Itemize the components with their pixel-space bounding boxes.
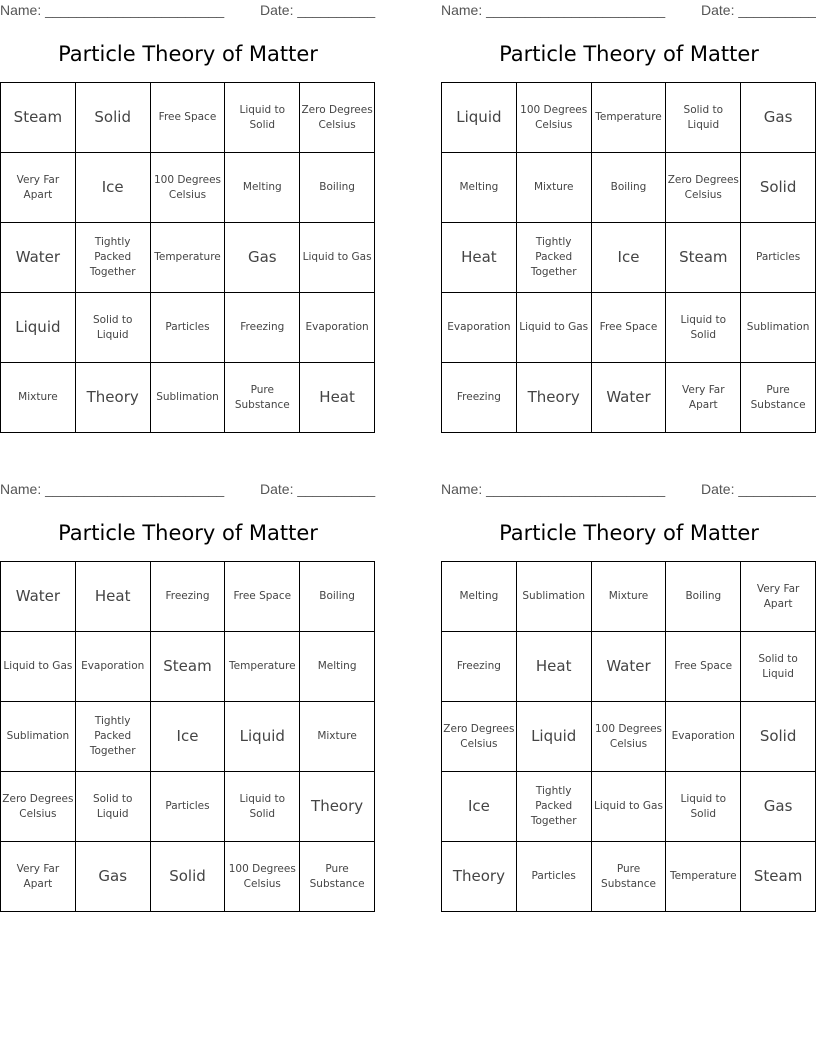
card-title: Particle Theory of Matter [58, 521, 318, 545]
bingo-cell[interactable]: Boiling [666, 562, 741, 632]
bingo-cell[interactable]: Boiling [300, 562, 375, 632]
bingo-cell[interactable]: Heat [76, 562, 151, 632]
bingo-cell[interactable]: Zero Degrees Celsius [1, 772, 76, 842]
bingo-cell[interactable]: Pure Substance [225, 363, 300, 433]
bingo-cell[interactable]: Evaporation [300, 293, 375, 363]
bingo-cell[interactable]: Particles [151, 772, 226, 842]
bingo-cell[interactable]: Solid [741, 702, 816, 772]
bingo-cell[interactable]: Free Space [592, 293, 667, 363]
bingo-cell[interactable]: Gas [741, 83, 816, 153]
bingo-cell[interactable]: Sublimation [1, 702, 76, 772]
bingo-cell[interactable]: Steam [741, 842, 816, 912]
bingo-cell[interactable]: 100 Degrees Celsius [151, 153, 226, 223]
bingo-cell[interactable]: Solid to Liquid [741, 632, 816, 702]
bingo-cell[interactable]: Tightly Packed Together [517, 772, 592, 842]
bingo-cell[interactable]: Evaporation [442, 293, 517, 363]
bingo-cell[interactable]: Tightly Packed Together [76, 223, 151, 293]
bingo-cell[interactable]: Tightly Packed Together [76, 702, 151, 772]
bingo-cell[interactable]: Liquid to Solid [225, 83, 300, 153]
bingo-cell[interactable]: Theory [442, 842, 517, 912]
bingo-cell[interactable]: Solid to Liquid [76, 293, 151, 363]
bingo-cell[interactable]: Steam [151, 632, 226, 702]
card-header [0, 2, 376, 20]
bingo-cell[interactable]: Zero Degrees Celsius [442, 702, 517, 772]
bingo-cell[interactable]: Solid [76, 83, 151, 153]
bingo-cell[interactable]: Freezing [442, 632, 517, 702]
bingo-cell[interactable]: Gas [76, 842, 151, 912]
bingo-cell[interactable]: Heat [517, 632, 592, 702]
card-header [0, 481, 376, 499]
bingo-cell[interactable]: 100 Degrees Celsius [517, 83, 592, 153]
bingo-cell[interactable]: Particles [151, 293, 226, 363]
bingo-cell[interactable]: Zero Degrees Celsius [666, 153, 741, 223]
bingo-cell[interactable]: Ice [592, 223, 667, 293]
card-header [441, 481, 816, 499]
bingo-cell[interactable]: Boiling [300, 153, 375, 223]
card-title: Particle Theory of Matter [58, 42, 318, 66]
bingo-card [0, 0, 376, 436]
bingo-cell[interactable]: Sublimation [151, 363, 226, 433]
bingo-cell[interactable]: Free Space [151, 83, 226, 153]
bingo-cell[interactable]: Water [1, 562, 76, 632]
bingo-cell[interactable]: Solid [741, 153, 816, 223]
date-field-label: Date: __________ [260, 2, 376, 18]
bingo-cell[interactable]: Freezing [225, 293, 300, 363]
bingo-cell[interactable]: Theory [300, 772, 375, 842]
bingo-cell[interactable]: Temperature [225, 632, 300, 702]
bingo-cell[interactable]: Very Far Apart [1, 842, 76, 912]
bingo-cell[interactable]: Particles [517, 842, 592, 912]
bingo-cell[interactable]: Water [592, 363, 667, 433]
bingo-cell[interactable]: Pure Substance [300, 842, 375, 912]
card-header [441, 2, 816, 20]
bingo-cell[interactable]: Tightly Packed Together [517, 223, 592, 293]
bingo-cell[interactable]: Theory [517, 363, 592, 433]
bingo-cell[interactable]: Very Far Apart [1, 153, 76, 223]
bingo-cell[interactable]: Very Far Apart [741, 562, 816, 632]
bingo-grid [0, 561, 375, 912]
bingo-card [441, 0, 816, 436]
bingo-cell[interactable]: Ice [442, 772, 517, 842]
bingo-cell[interactable]: Theory [76, 363, 151, 433]
bingo-cell[interactable]: Melting [442, 153, 517, 223]
date-field-label: Date: __________ [701, 2, 816, 18]
bingo-cell[interactable]: Mixture [1, 363, 76, 433]
bingo-cell[interactable]: Gas [741, 772, 816, 842]
bingo-cell[interactable]: Water [1, 223, 76, 293]
bingo-cell[interactable]: Freezing [151, 562, 226, 632]
bingo-cell[interactable]: Solid to Liquid [666, 83, 741, 153]
bingo-cell[interactable]: Liquid [517, 702, 592, 772]
bingo-cell[interactable]: Gas [225, 223, 300, 293]
name-field-label: Name: _______________________ [441, 2, 666, 18]
bingo-cell[interactable]: Liquid to Gas [1, 632, 76, 702]
card-title: Particle Theory of Matter [499, 42, 759, 66]
date-field-label: Date: __________ [260, 481, 376, 497]
bingo-cell[interactable]: Liquid [442, 83, 517, 153]
bingo-cell[interactable]: Steam [1, 83, 76, 153]
bingo-cell[interactable]: Water [592, 632, 667, 702]
bingo-cell[interactable]: Liquid to Solid [666, 772, 741, 842]
bingo-cell[interactable]: Mixture [300, 702, 375, 772]
name-field-label: Name: _______________________ [441, 481, 666, 497]
bingo-grid [0, 82, 375, 433]
bingo-cell[interactable]: Liquid [1, 293, 76, 363]
bingo-cell[interactable]: Particles [741, 223, 816, 293]
bingo-cell[interactable]: Mixture [592, 562, 667, 632]
bingo-cell[interactable]: Ice [151, 702, 226, 772]
bingo-cell[interactable]: Solid to Liquid [76, 772, 151, 842]
bingo-cell[interactable]: Liquid [225, 702, 300, 772]
bingo-cell[interactable]: Melting [225, 153, 300, 223]
bingo-cell[interactable]: Liquid to Solid [225, 772, 300, 842]
bingo-cell[interactable]: Liquid to Gas [592, 772, 667, 842]
bingo-cell[interactable]: Evaporation [666, 702, 741, 772]
bingo-cell[interactable]: Steam [666, 223, 741, 293]
bingo-grid [441, 82, 816, 433]
bingo-cell[interactable]: Sublimation [517, 562, 592, 632]
bingo-card [0, 479, 376, 915]
bingo-cell[interactable]: Mixture [517, 153, 592, 223]
name-field-label: Name: _______________________ [0, 2, 225, 18]
bingo-cell[interactable]: Free Space [225, 562, 300, 632]
bingo-cell[interactable]: Temperature [592, 83, 667, 153]
bingo-cell[interactable]: Melting [442, 562, 517, 632]
bingo-cell[interactable]: Evaporation [76, 632, 151, 702]
bingo-cell[interactable]: Heat [442, 223, 517, 293]
bingo-cell[interactable]: Zero Degrees Celsius [300, 83, 375, 153]
bingo-cell[interactable]: Liquid to Gas [517, 293, 592, 363]
bingo-cell[interactable]: Very Far Apart [666, 363, 741, 433]
bingo-cell[interactable]: Temperature [151, 223, 226, 293]
card-title: Particle Theory of Matter [499, 521, 759, 545]
bingo-cell[interactable]: 100 Degrees Celsius [592, 702, 667, 772]
bingo-grid [441, 561, 816, 912]
date-field-label: Date: __________ [701, 481, 816, 497]
bingo-cell[interactable]: Heat [300, 363, 375, 433]
bingo-cell[interactable]: Sublimation [741, 293, 816, 363]
name-field-label: Name: _______________________ [0, 481, 225, 497]
bingo-cell[interactable]: Free Space [666, 632, 741, 702]
bingo-cell[interactable]: Liquid to Gas [300, 223, 375, 293]
bingo-cell[interactable]: Ice [76, 153, 151, 223]
bingo-card [441, 479, 816, 915]
bingo-cell[interactable]: Pure Substance [592, 842, 667, 912]
bingo-cell[interactable]: 100 Degrees Celsius [225, 842, 300, 912]
bingo-cell[interactable]: Liquid to Solid [666, 293, 741, 363]
bingo-cell[interactable]: Solid [151, 842, 226, 912]
bingo-cell[interactable]: Pure Substance [741, 363, 816, 433]
bingo-cell[interactable]: Freezing [442, 363, 517, 433]
bingo-cell[interactable]: Boiling [592, 153, 667, 223]
bingo-cell[interactable]: Temperature [666, 842, 741, 912]
bingo-cell[interactable]: Melting [300, 632, 375, 702]
